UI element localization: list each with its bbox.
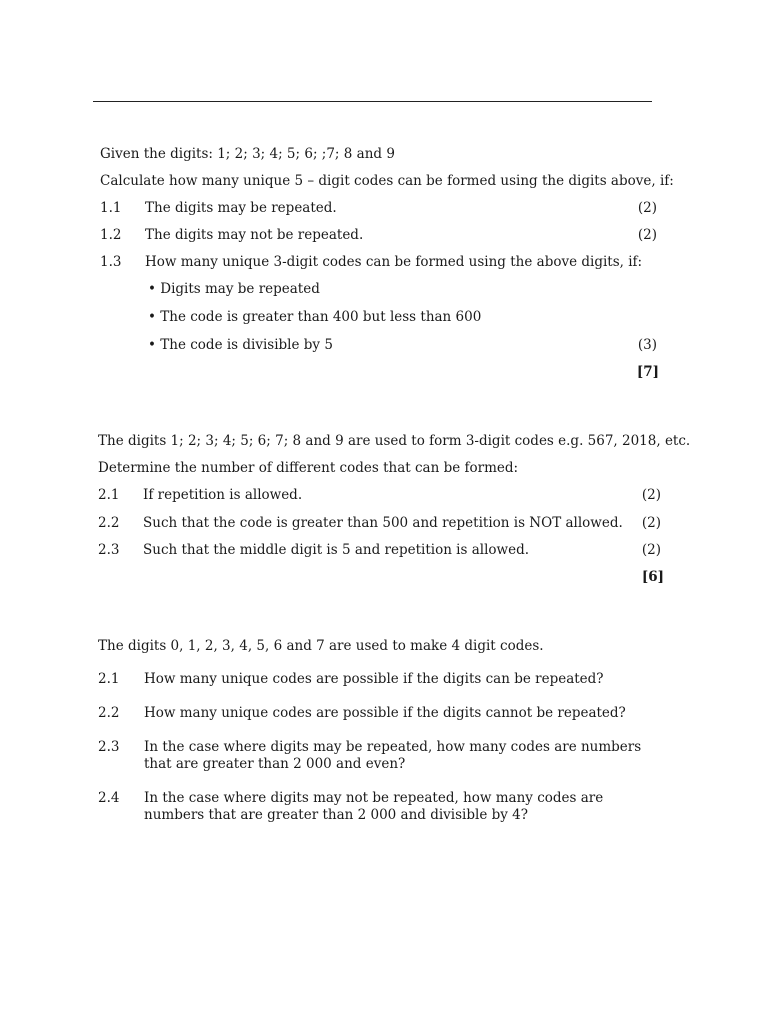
- bullet-mark: (3): [637, 337, 657, 353]
- section2-intro-instruction: Determine the number of different codes that can be formed:: [98, 460, 519, 476]
- section1-total: [7]: [636, 364, 659, 380]
- question-number: 2.4: [98, 790, 120, 806]
- question-number: 2.1: [98, 487, 120, 503]
- question-number: 1.1: [100, 200, 122, 216]
- bullet-item: • The code is divisible by 5: [148, 337, 333, 353]
- question-number: 2.2: [98, 515, 120, 531]
- bullet-item: • Digits may be repeated: [148, 281, 320, 297]
- question-mark: (2): [637, 200, 657, 216]
- question-mark: (2): [641, 515, 661, 531]
- question-mark: (2): [637, 227, 657, 243]
- question-number: 2.2: [98, 705, 120, 721]
- question-text: The digits may not be repeated.: [145, 227, 364, 243]
- question-number: 2.3: [98, 542, 120, 558]
- question-text: In the case where digits may be repeated, how many codes are numbers that are greater than 2 000 and even?: [144, 739, 642, 772]
- section3-intro: The digits 0, 1, 2, 3, 4, 5, 6 and 7 are used to make 4 digit codes.: [98, 638, 544, 654]
- section2-total: [6]: [641, 569, 664, 585]
- question-number: 1.2: [100, 227, 122, 243]
- question-text: How many unique codes are possible if the digits cannot be repeated?: [144, 705, 626, 721]
- question-mark: (2): [641, 487, 661, 503]
- question-text: Such that the middle digit is 5 and repetition is allowed.: [143, 542, 530, 558]
- question-text: The digits may be repeated.: [145, 200, 337, 216]
- question-number: 2.1: [98, 671, 120, 687]
- bullet-item: • The code is greater than 400 but less than 600: [148, 309, 482, 325]
- question-mark: (2): [641, 542, 661, 558]
- section1-intro-digits: Given the digits: 1; 2; 3; 4; 5; 6; ;7; 8 and 9: [100, 146, 395, 162]
- question-text: How many unique 3-digit codes can be formed using the above digits, if:: [145, 254, 643, 270]
- section1-intro-instruction: Calculate how many unique 5 – digit codes can be formed using the digits above, if:: [100, 173, 674, 189]
- question-text: In the case where digits may not be repeated, how many codes are numbers that are greater than 2 000 and divisible by 4?: [144, 790, 604, 823]
- question-text: If repetition is allowed.: [143, 487, 303, 503]
- question-number: 1.3: [100, 254, 122, 270]
- question-number: 2.3: [98, 739, 120, 755]
- question-text: How many unique codes are possible if the digits can be repeated?: [144, 671, 604, 687]
- section2-intro-digits: The digits 1; 2; 3; 4; 5; 6; 7; 8 and 9 are used to form 3-digit codes e.g. 567, 2018, etc.: [98, 433, 691, 449]
- question-text: Such that the code is greater than 500 and repetition is NOT allowed.: [143, 515, 623, 531]
- header-rule: [93, 101, 652, 102]
